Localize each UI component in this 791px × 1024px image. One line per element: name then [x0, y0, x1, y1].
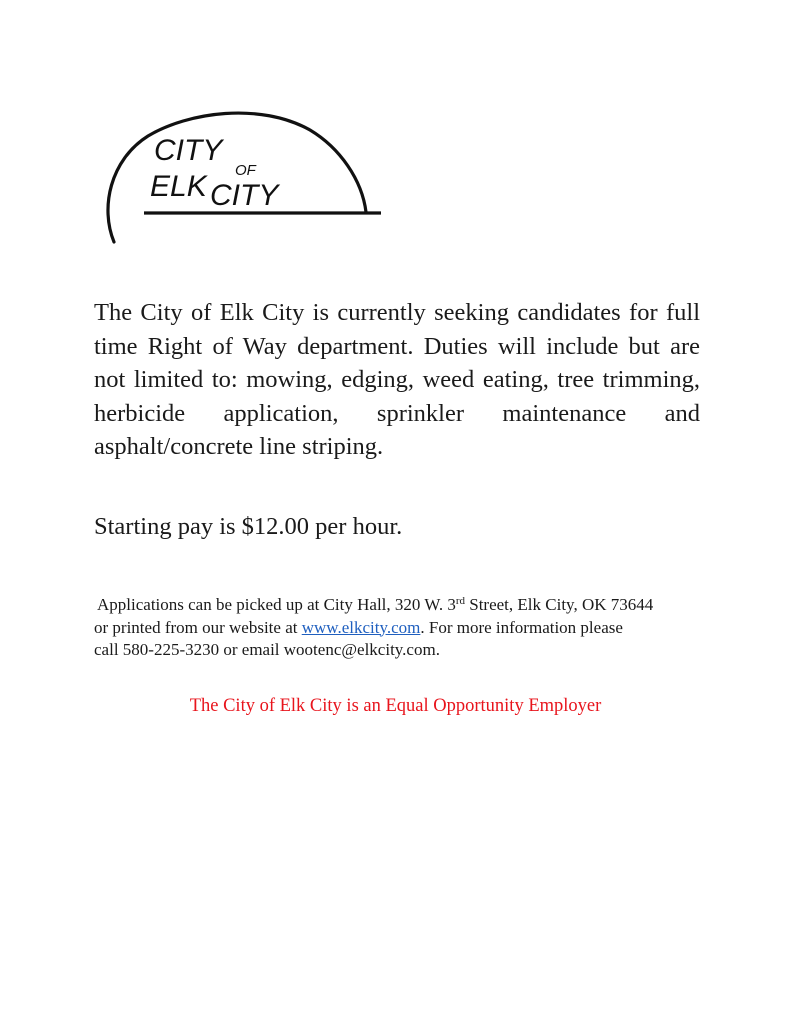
application-info: [94, 594, 704, 662]
logo-of-text: OF: [235, 162, 256, 179]
equal-opportunity-text: The City of Elk City is an Equal Opportunity Employer: [189, 696, 602, 716]
logo-city-text: CITY: [154, 134, 223, 167]
application-city-text: Street, Elk City, OK 73644: [465, 595, 654, 614]
logo-elk-text: ELK: [150, 170, 207, 203]
application-contact-text: call 580-225-3230 or email wootenc@elkcity.com.: [94, 640, 440, 659]
application-line1: [94, 595, 653, 614]
city-logo-graphic: [100, 108, 390, 248]
equal-opportunity-notice: [0, 694, 791, 718]
job-description: The City of Elk City is currently seeking candidates for full time Right of Way department. Duties will include but are not limited to: mowing, edging, weed eating, tree trimming, herbicide application, sprinkler maintenance and asphalt/concrete line striping.: [94, 299, 700, 460]
website-link[interactable]: www.elkcity.com: [301, 617, 421, 637]
ordinal-suffix: rd: [455, 595, 465, 607]
city-logo: [100, 108, 390, 248]
logo-city2-text: CITY: [210, 179, 279, 212]
application-website-text: or printed from our website at: [94, 617, 302, 637]
application-more-info-text: . For more information please: [420, 617, 623, 637]
starting-pay: Starting pay is $12.00 per hour.: [94, 513, 403, 540]
application-address-text: Applications can be picked up at City Hall, 320 W. 3: [97, 595, 456, 614]
